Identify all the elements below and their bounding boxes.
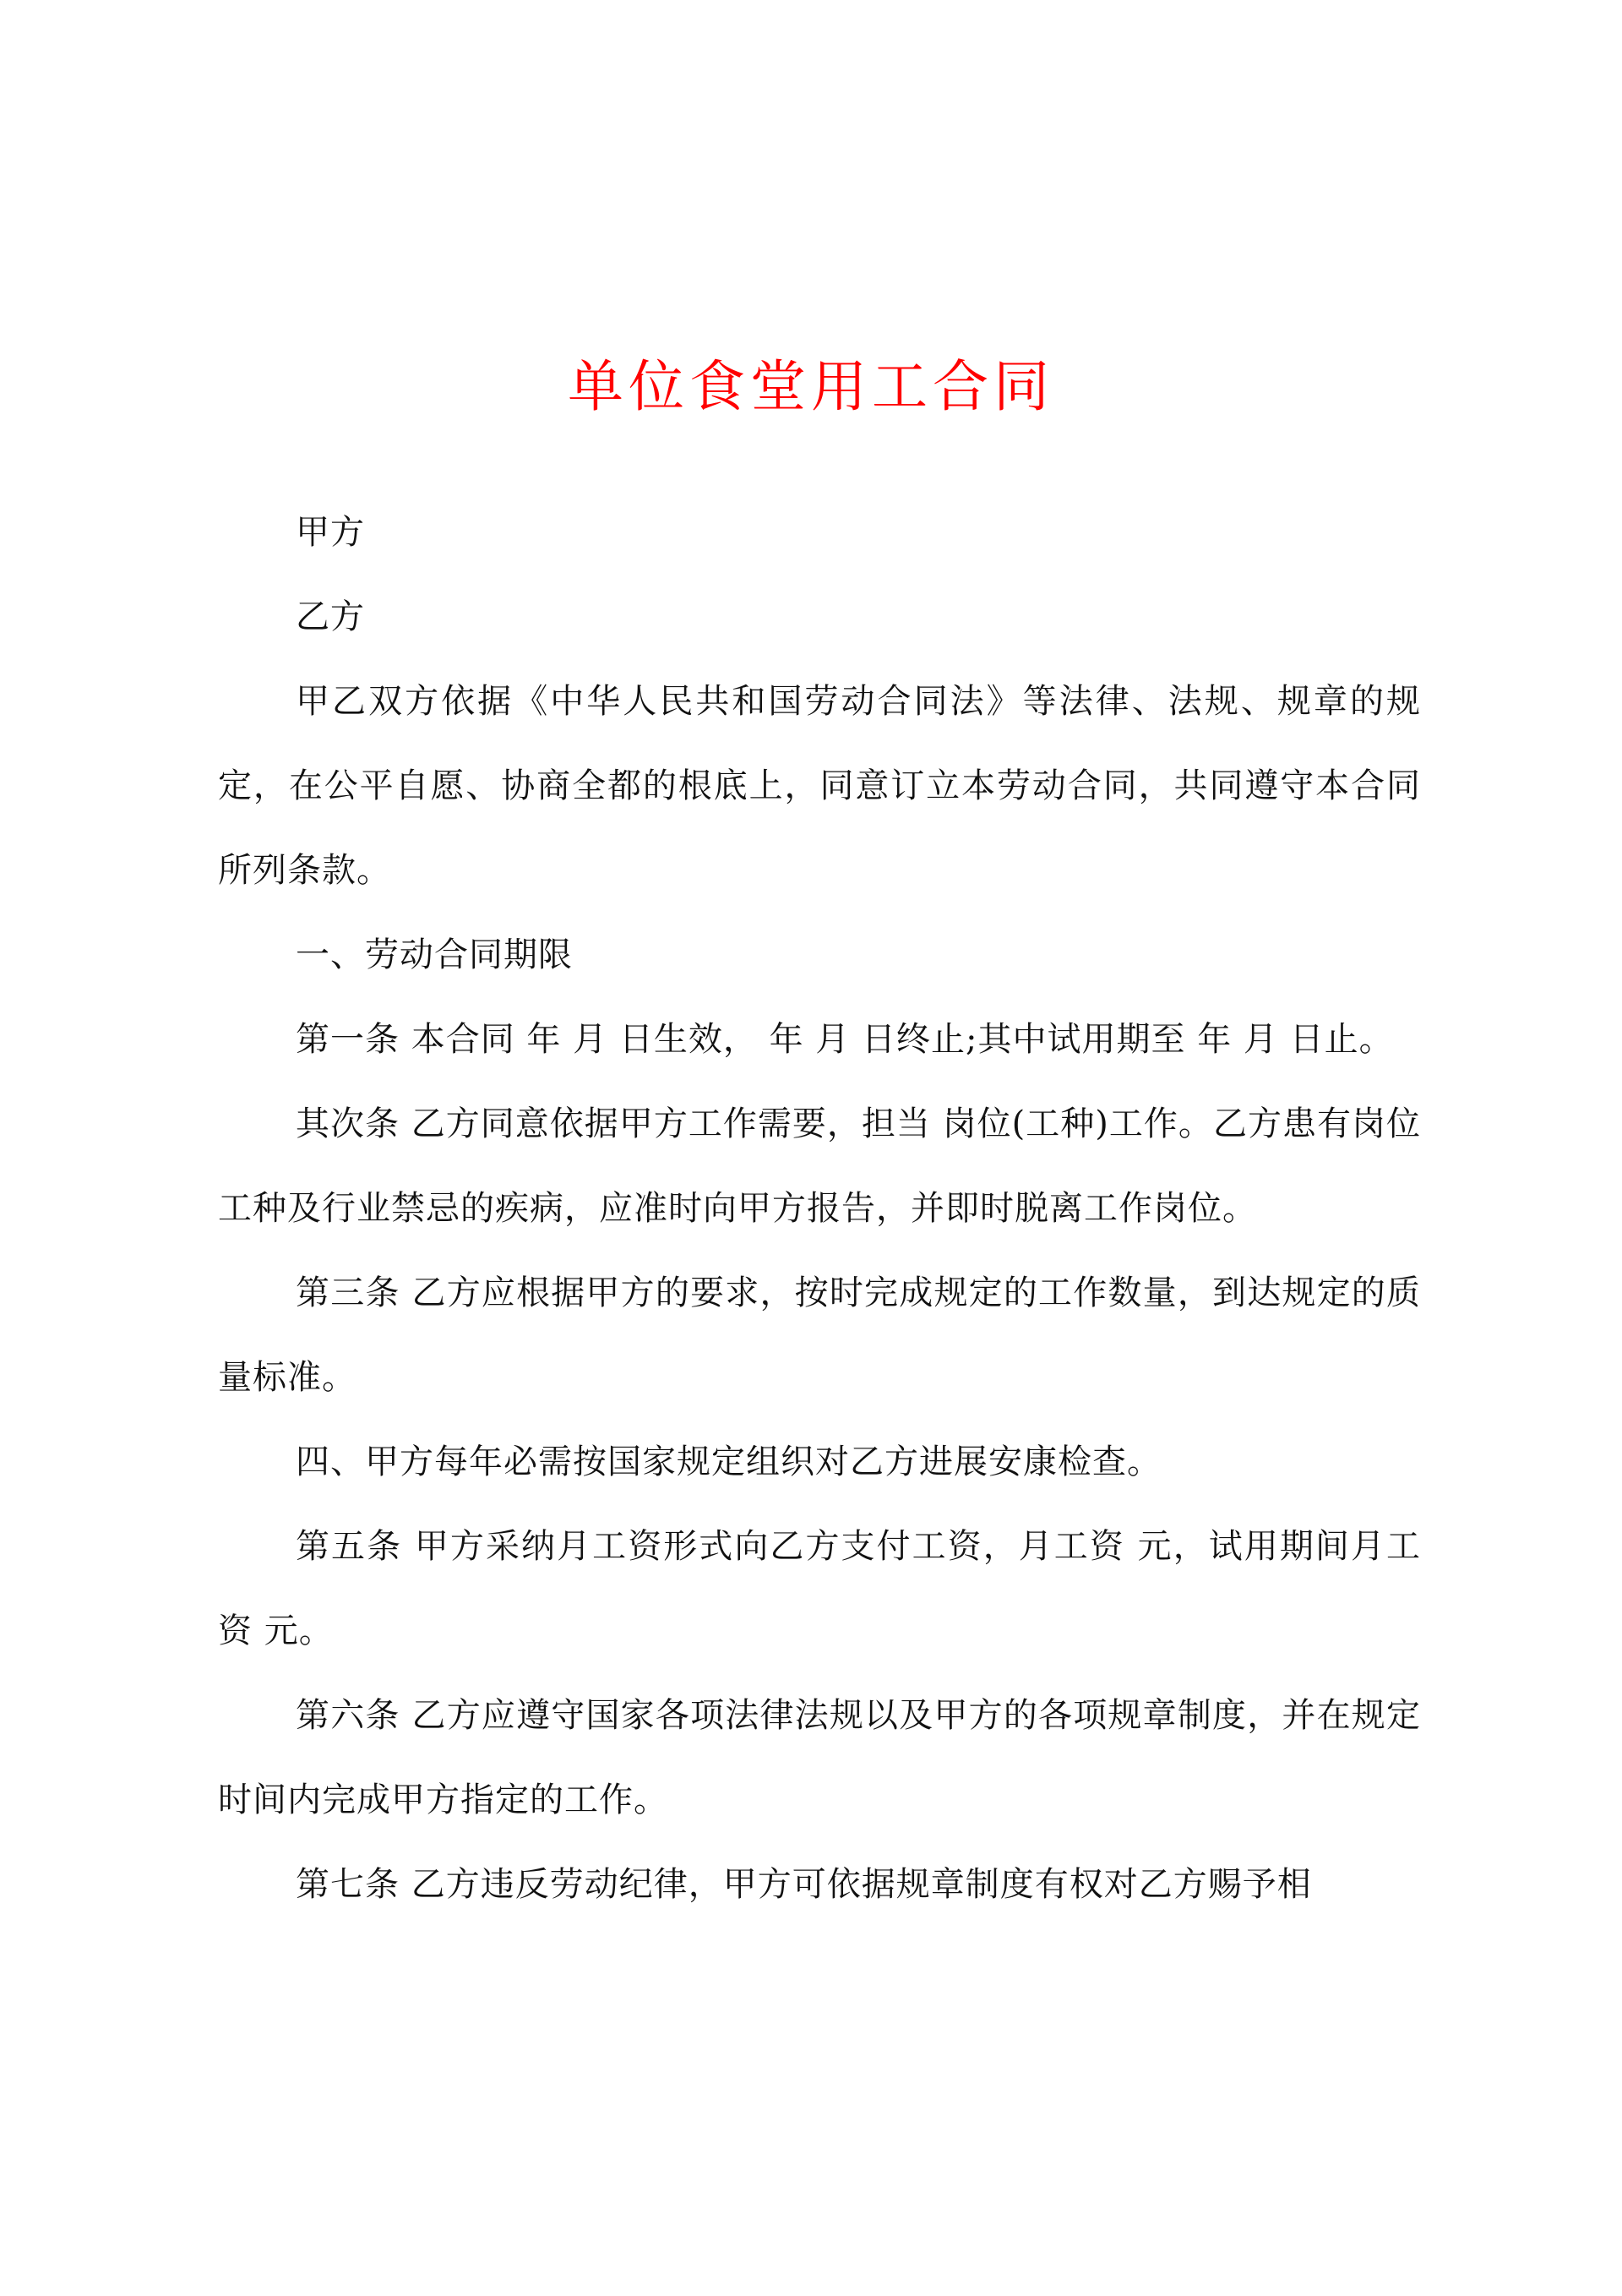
paragraph-article-6: 第六条 乙方应遵守国家各项法律法规以及甲方的各项规章制度，并在规定时间内完成甲方指定的工作。 (218, 1696, 1421, 1819)
section-heading-contract-term: 一、劳动合同期限 (296, 935, 573, 974)
document-body (218, 490, 1421, 1927)
paragraph-article-4: 四、甲方每年必需按国家规定组织对乙方进展安康检查。 (296, 1442, 1162, 1481)
document-title: 单位食堂用工合同 (568, 354, 1054, 419)
paragraph-article-5: 第五条 甲方采纳月工资形式向乙方支付工资，月工资 元，试用期间月工资 元。 (218, 1527, 1421, 1650)
paragraph-party-a: 甲方 (296, 513, 365, 552)
paragraph-article-1: 第一条 本合同 年 月 日生效， 年 月 日终止;其中试用期至 年 月 日止。 (296, 1020, 1394, 1059)
paragraph-article-3: 第三条 乙方应根据甲方的要求，按时完成规定的工作数量，到达规定的质量标准。 (218, 1273, 1421, 1397)
paragraph-article-7: 第七条 乙方违反劳动纪律，甲方可依据规章制度有权对乙方赐予相 (296, 1865, 1312, 1904)
paragraph-party-b: 乙方 (296, 597, 365, 636)
paragraph-preamble: 甲乙双方依据《中华人民共和国劳动合同法》等法律、法规、规章的规定，在公平自愿、协商全都的根底上，同意订立本劳动合同，共同遵守本合同所列条款。 (218, 682, 1421, 890)
paragraph-article-2: 其次条 乙方同意依据甲方工作需要，担当 岗位(工种)工作。乙方患有岗位工种及行业禁忌的疾病，应准时向甲方报告，并即时脱离工作岗位。 (218, 1104, 1421, 1228)
